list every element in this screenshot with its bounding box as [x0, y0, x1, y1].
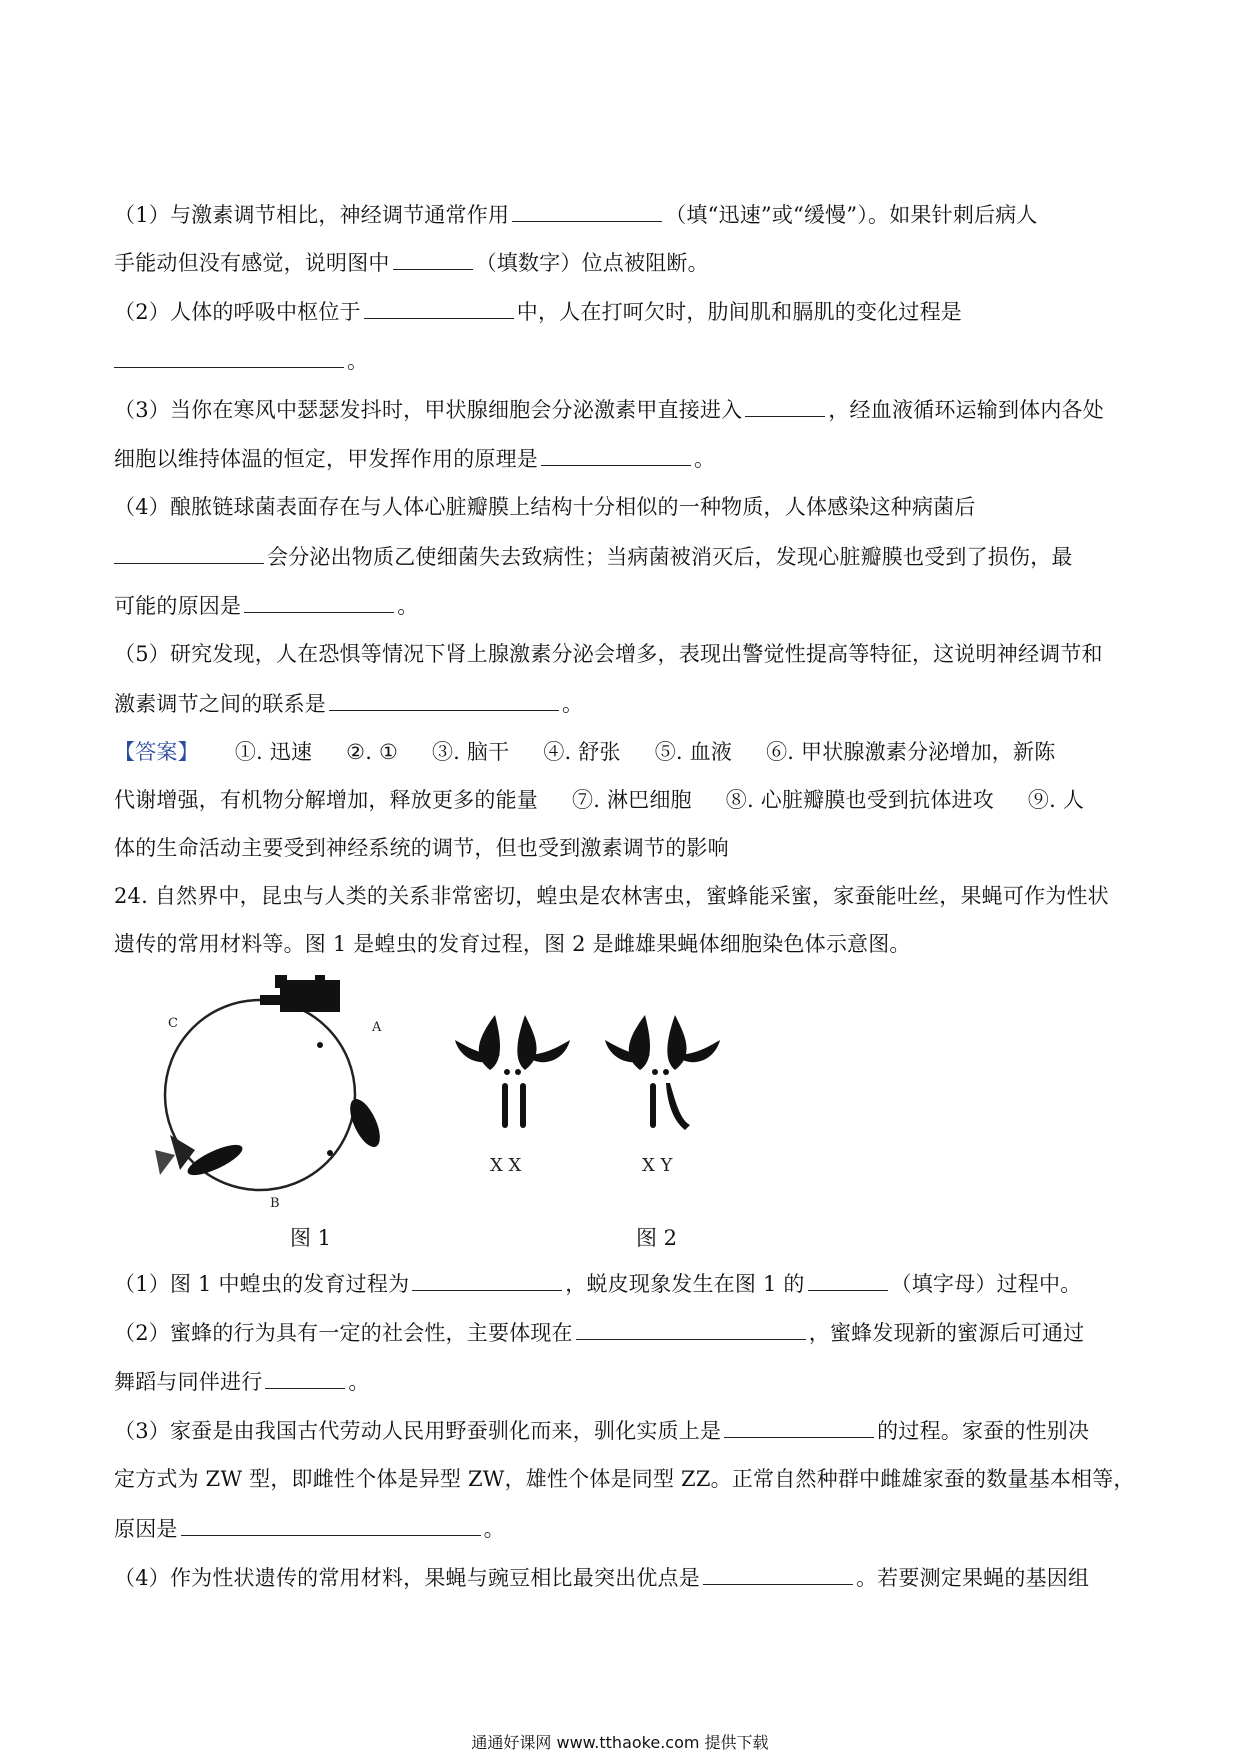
answer-blank[interactable]: [265, 1366, 345, 1389]
q24-part2-line2: [114, 1366, 1130, 1397]
figure2-caption: 图 2: [636, 1226, 678, 1250]
text: （4）酿脓链球菌表面存在与人体心脏瓣膜上结构十分相似的一种物质，人体感染这种病菌后: [114, 495, 976, 519]
life-cycle-circle: [165, 1000, 355, 1190]
q23-part4-line1: [114, 492, 1130, 522]
text: 24. 自然界中，昆虫与人类的关系非常密切，蝗虫是农林害虫，蜜蜂能采蜜，家蚕能吐丝，果蝇可作为性状: [114, 884, 1109, 908]
q24-part3-line3: [114, 1513, 1130, 1544]
female-chromosomes-icon: [455, 1015, 570, 1128]
text: ，蜜蜂发现新的蜜源后可通过: [808, 1321, 1085, 1345]
figure1-grasshopper-cycle: [150, 975, 850, 1215]
text: （填“迅速”或“缓慢”）。如果针刺后病人: [665, 203, 1038, 227]
answer-blank[interactable]: [114, 345, 344, 368]
text: 的过程。家蚕的性别决: [877, 1419, 1090, 1443]
text: （2）蜜蜂的行为具有一定的社会性，主要体现在: [114, 1321, 573, 1345]
text: 。: [347, 349, 369, 373]
text: 。: [483, 1517, 505, 1541]
text: （1）图 1 中蝗虫的发育过程为: [114, 1272, 410, 1296]
text: 细胞以维持体温的恒定，甲发挥作用的原理是: [114, 447, 538, 471]
q24-part2-line1: [114, 1317, 1130, 1348]
answer-blank[interactable]: [412, 1268, 562, 1291]
text: （4）作为性状遗传的常用材料，果蝇与豌豆相比最突出优点是: [114, 1566, 700, 1590]
text: ，蜕皮现象发生在图 1 的: [565, 1272, 805, 1296]
dot: [317, 1042, 323, 1048]
label-c: C: [168, 1016, 178, 1031]
text: （3）当你在寒风中瑟瑟发抖时，甲状腺细胞会分泌激素甲直接进入: [114, 398, 743, 422]
q23-part5-line2: [114, 688, 1130, 719]
answer-line3: [114, 833, 1130, 863]
text: 遗传的常用材料等。图 1 是蝗虫的发育过程，图 2 是雌雄果蝇体细胞染色体示意图。: [114, 932, 911, 956]
answer-blank[interactable]: [393, 247, 473, 270]
q23-part4-line2: [114, 541, 1130, 572]
answer-blank[interactable]: [244, 590, 394, 613]
q23-part4-line3: [114, 590, 1130, 621]
answer-item: ④. 舒张: [543, 740, 621, 764]
answer-item: 代谢增强，有机物分解增加，释放更多的能量: [114, 788, 538, 812]
text: ，经血液循环运输到体内各处: [828, 398, 1104, 422]
text: 。: [562, 692, 584, 716]
answer-blank[interactable]: [114, 541, 264, 564]
answer-item: ⑥. 甲状腺激素分泌增加，新陈: [766, 740, 1056, 764]
label-b: B: [270, 1196, 280, 1211]
nymph-icon: [155, 1135, 246, 1181]
answer-blank[interactable]: [329, 688, 559, 711]
answer-item: ⑨. 人: [1027, 788, 1085, 812]
male-chromosomes-icon: [605, 1015, 720, 1130]
q24-part3-line1: [114, 1415, 1130, 1446]
q24-part1: [114, 1268, 1130, 1299]
text: 可能的原因是: [114, 594, 242, 618]
answer-item: ⑧. 心脏瓣膜也受到抗体进攻: [725, 788, 994, 812]
text: 舞蹈与同伴进行: [114, 1370, 263, 1394]
adult-grasshopper-icon: [260, 975, 340, 1012]
q23-part3-line2: [114, 443, 1130, 474]
answer-blank[interactable]: [745, 394, 825, 417]
answer-blank[interactable]: [808, 1268, 888, 1291]
q23-part2-line2: [114, 345, 1130, 376]
q24-intro-line2: [114, 929, 1130, 959]
answer-blank[interactable]: [703, 1562, 853, 1585]
q23-part3-line1: [114, 394, 1130, 425]
footer-text: 通通好课网 www.tthaoke.com 提供下载: [471, 1733, 769, 1752]
text: 激素调节之间的联系是: [114, 692, 326, 716]
answer-blank[interactable]: [724, 1415, 874, 1438]
answer-blank[interactable]: [181, 1513, 481, 1536]
figures: [150, 975, 850, 1265]
text: 。若要测定果蝇的基因组: [855, 1566, 1090, 1590]
answer-item: ①. 迅速: [234, 740, 313, 764]
text: （2）人体的呼吸中枢位于: [114, 300, 361, 324]
answer-item: ③. 脑干: [431, 740, 510, 764]
text: （填字母）过程中。: [890, 1272, 1082, 1296]
text: 会分泌出物质乙使细菌失去致病性；当病菌被消灭后，发现心脏瓣膜也受到了损伤，最: [267, 545, 1073, 569]
q23-part1-line1: [114, 199, 1130, 230]
q23-part2-line1: [114, 296, 1130, 327]
answer-line1: [114, 737, 1130, 767]
answer-blank[interactable]: [576, 1317, 806, 1340]
text: 原因是: [114, 1517, 178, 1541]
q23-part5-line1: [114, 639, 1130, 669]
text: 中，人在打呵欠时，肋间肌和膈肌的变化过程是: [516, 300, 962, 324]
text: 手能动但没有感觉，说明图中: [114, 251, 390, 275]
text: 。: [694, 447, 716, 471]
q23-part1-line2: [114, 247, 1130, 278]
answer-blank[interactable]: [364, 296, 514, 319]
text: （5）研究发现，人在恐惧等情况下肾上腺激素分泌会增多，表现出警觉性提高等特征，这说明神经调节和: [114, 642, 1103, 666]
answer-text: 体的生命活动主要受到神经系统的调节，但也受到激素调节的影响: [114, 836, 729, 860]
answer-item: ⑦. 淋巴细胞: [572, 788, 692, 812]
dot: [327, 1150, 333, 1156]
q24-intro-line1: [114, 881, 1130, 911]
text: （3）家蚕是由我国古代劳动人民用野蚕驯化而来，驯化实质上是: [114, 1419, 722, 1443]
q24-part3-line2: [114, 1464, 1135, 1494]
label-a: A: [372, 1020, 382, 1035]
q24-part4-line1: [114, 1562, 1130, 1593]
text: （填数字）位点被阻断。: [475, 251, 709, 275]
answer-line2: [114, 785, 1130, 815]
answer-blank[interactable]: [541, 443, 691, 466]
answer-tag: 【答案】: [114, 740, 199, 764]
label-xx: X X: [490, 1155, 522, 1176]
text: 定方式为 ZW 型，即雌性个体是异型 ZW，雄性个体是同型 ZZ。正常自然种群中雌雄家蚕的数量基本相等，: [114, 1467, 1135, 1491]
text: 。: [397, 594, 419, 618]
text: （1）与激素调节相比，神经调节通常作用: [114, 203, 510, 227]
answer-blank[interactable]: [512, 199, 662, 222]
text: 。: [348, 1370, 370, 1394]
answer-item: ②. ①: [346, 740, 398, 764]
figure1-caption: 图 1: [290, 1226, 332, 1250]
answer-item: ⑤. 血液: [654, 740, 733, 764]
label-xy: X Y: [642, 1155, 673, 1176]
